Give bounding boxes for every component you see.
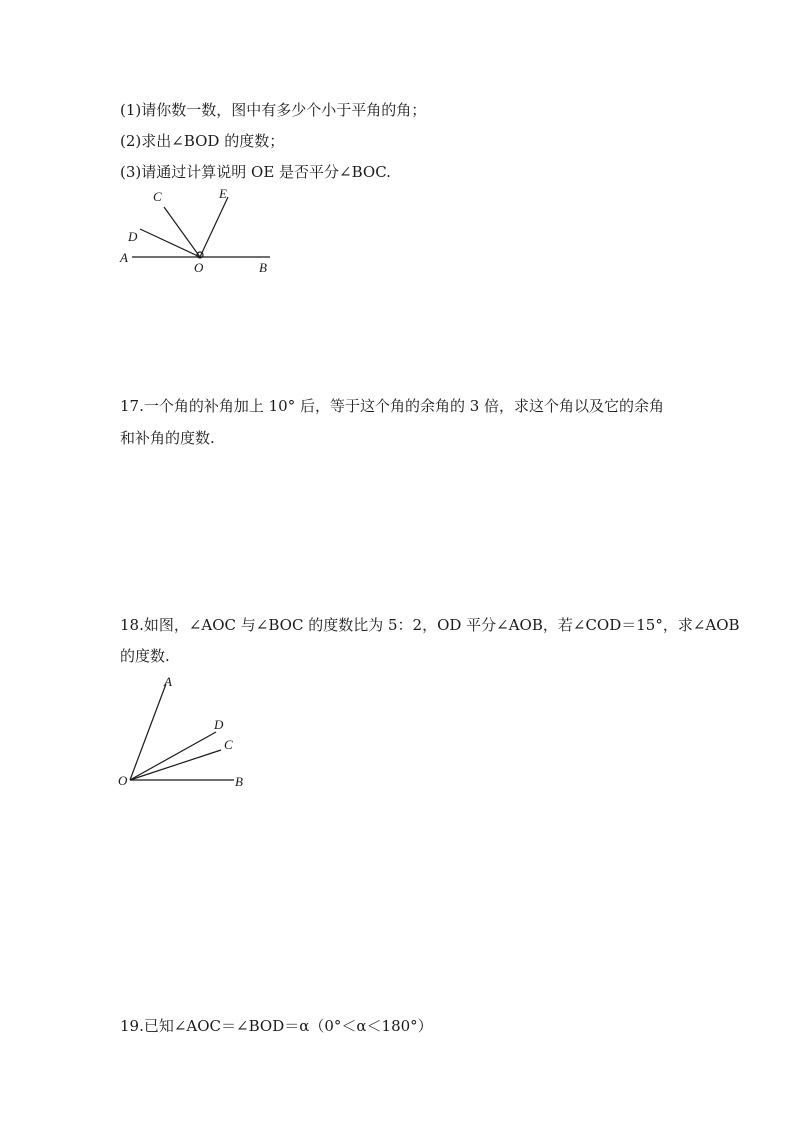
label-c: C xyxy=(224,737,233,752)
q16-subquestion-1: (1)请你数一数，图中有多少个小于平角的角； xyxy=(120,101,427,119)
label-d: D xyxy=(128,229,138,244)
label-a: A xyxy=(164,674,172,689)
ray-oe xyxy=(200,197,228,257)
label-d: D xyxy=(214,717,224,732)
ray-oa xyxy=(130,684,166,780)
label-c: C xyxy=(153,189,162,204)
ray-oc xyxy=(164,207,200,257)
q18-angle-figure xyxy=(112,670,252,795)
label-o: O xyxy=(194,260,204,275)
q16-subquestion-3: (3)请通过计算说明 OE 是否平分∠BOC. xyxy=(120,163,391,181)
ray-od xyxy=(140,229,200,257)
q16-angle-figure xyxy=(110,184,290,284)
q17-text-line-2: 和补角的度数. xyxy=(120,429,215,447)
q16-subquestion-2: (2)求出∠BOD 的度数； xyxy=(120,132,285,150)
q17-text-line-1: 17.一个角的补角加上 10° 后，等于这个角的余角的 3 倍，求这个角以及它的余角 xyxy=(120,397,665,415)
label-o: O xyxy=(118,773,128,788)
q18-text-line-2: 的度数. xyxy=(120,647,170,665)
label-e: E xyxy=(219,186,227,201)
q19-text-line-1: 19.已知∠AOC＝∠BOD＝α（0°＜α＜180°） xyxy=(120,1017,433,1035)
label-b: B xyxy=(259,260,267,275)
label-a: A xyxy=(120,250,128,265)
label-b: B xyxy=(235,774,243,789)
q18-text-line-1: 18.如图，∠AOC 与∠BOC 的度数比为 5：2，OD 平分∠AOB，若∠COD＝15°，求∠AOB xyxy=(120,616,740,634)
